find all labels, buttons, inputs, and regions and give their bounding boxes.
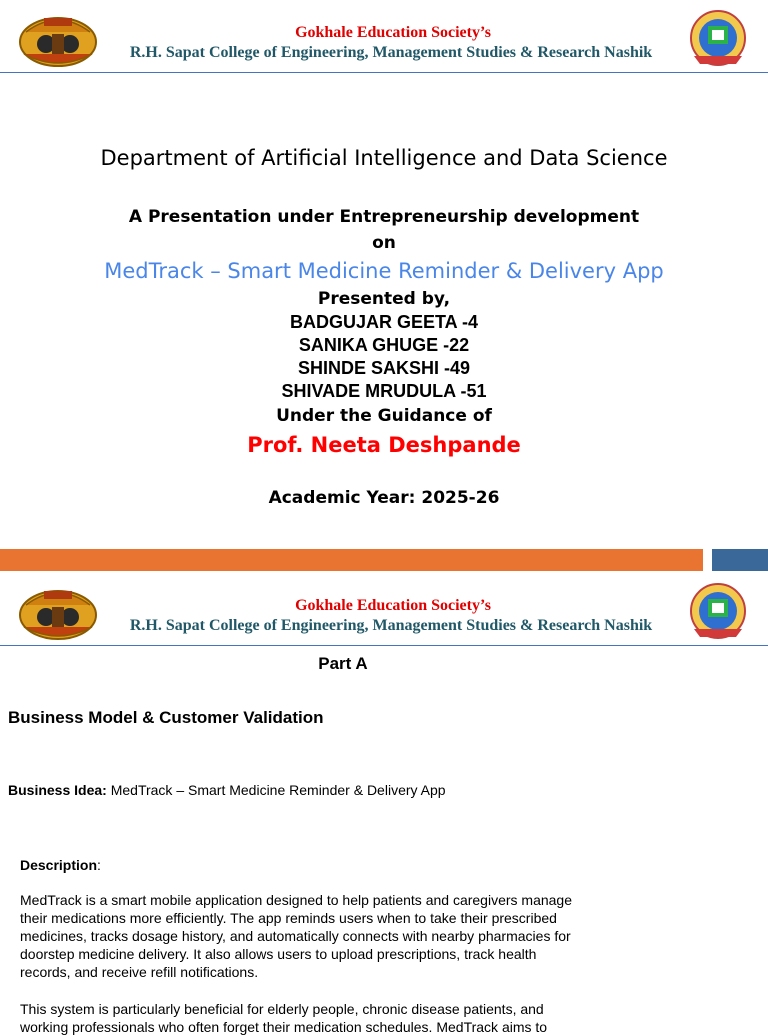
department-title: Department of Artificial Intelligence and Data Science bbox=[100, 146, 668, 170]
presented-by: Presented by, bbox=[317, 289, 451, 309]
academic-year: Academic Year: 2025-26 bbox=[268, 488, 500, 508]
section-heading: Business Model & Customer Validation bbox=[8, 708, 324, 727]
college-name: R.H. Sapat College of Engineering, Management Studies & Research Nashik bbox=[129, 44, 653, 61]
description-paragraph-2: This system is particularly beneficial for elderly people, chronic disease patients, and working professionals who often forget their medication schedules. MedTrack aims to bbox=[20, 1001, 548, 1035]
on-text: on bbox=[372, 233, 396, 253]
header-divider bbox=[0, 72, 768, 73]
slide-header bbox=[0, 0, 768, 74]
description-heading bbox=[20, 857, 101, 873]
content-slide bbox=[0, 573, 768, 1035]
college-seal-icon bbox=[686, 8, 750, 68]
slide-divider-blue bbox=[712, 549, 768, 571]
member-4: SHIVADE MRUDULA -51 bbox=[281, 381, 487, 401]
part-label: Part A bbox=[318, 654, 368, 673]
member-1: BADGUJAR GEETA -4 bbox=[289, 312, 478, 332]
business-idea-label: Business Idea: bbox=[8, 782, 107, 798]
header-divider bbox=[0, 645, 768, 646]
presentation-line: A Presentation under Entrepreneurship development bbox=[128, 207, 640, 227]
slide-divider-orange bbox=[0, 549, 703, 571]
college-name: R.H. Sapat College of Engineering, Management Studies & Research Nashik bbox=[129, 617, 653, 634]
college-seal-icon bbox=[686, 581, 750, 641]
project-title: MedTrack – Smart Medicine Reminder & Delivery App bbox=[104, 259, 664, 283]
society-name: Gokhale Education Society’s bbox=[295, 24, 491, 41]
guide-name: Prof. Neeta Deshpande bbox=[247, 433, 521, 457]
slide-header bbox=[0, 573, 768, 647]
description-label: Description bbox=[20, 857, 98, 873]
description-paragraph-1: MedTrack is a smart mobile application designed to help patients and caregivers manage their medications more efficiently. The app reminds users when to take their prescribed medicines, tracks dosage history, and automatically connects with nearby pharmacies for doorstep medicine delivery. It also allows users to upload prescriptions, track health records, and receive refill notifications. bbox=[20, 892, 573, 980]
business-idea-text: MedTrack – Smart Medicine Reminder & Delivery App bbox=[106, 782, 446, 798]
guidance-label: Under the Guidance of bbox=[276, 406, 492, 426]
member-3: SHINDE SAKSHI -49 bbox=[297, 358, 471, 378]
society-name: Gokhale Education Society’s bbox=[295, 597, 491, 614]
business-idea bbox=[8, 782, 446, 798]
description-colon: : bbox=[97, 857, 101, 873]
member-2: SANIKA GHUGE -22 bbox=[298, 335, 470, 355]
